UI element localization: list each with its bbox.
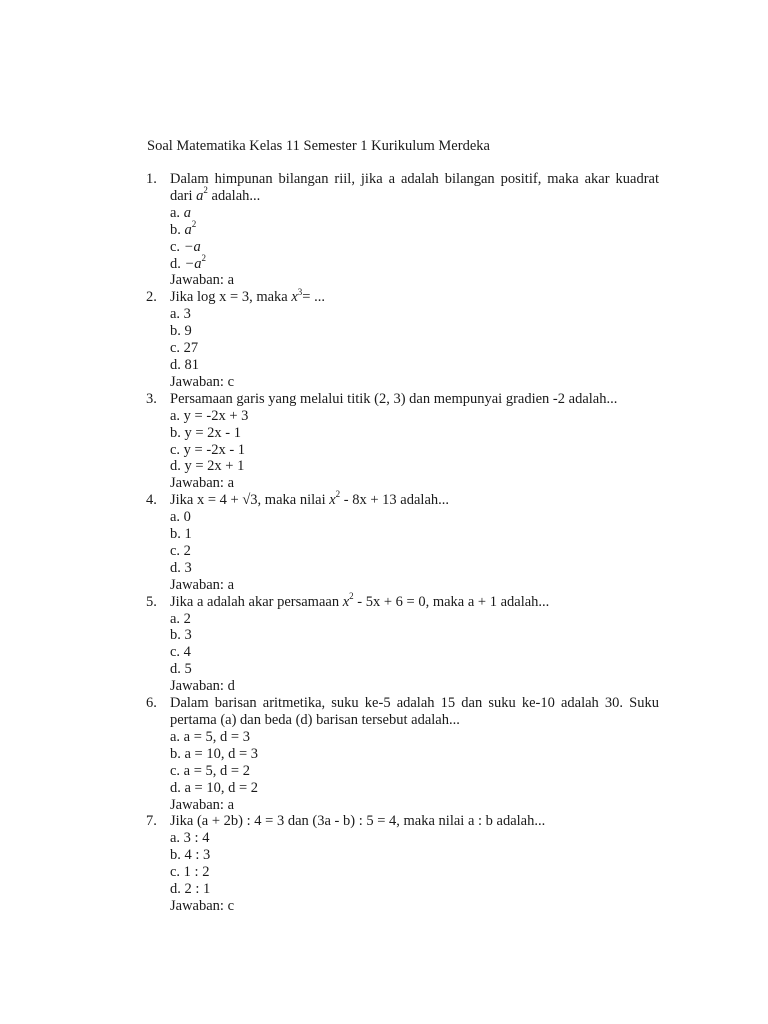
question-2 [146, 286, 659, 390]
question-body [170, 391, 659, 492]
option-label: d. [170, 255, 185, 272]
option-a: a. 0 [170, 509, 191, 526]
option-a [170, 205, 659, 222]
question-number: 3. [146, 390, 157, 407]
stem-text: Jika log x = 3, maka [170, 289, 292, 306]
question-3 [146, 391, 659, 492]
option-label: c. [170, 238, 184, 255]
question-body [170, 813, 659, 914]
math-var: −a [183, 238, 201, 255]
question-stem [170, 171, 659, 205]
math-var: x [291, 289, 298, 306]
answer: Jawaban: a [170, 475, 235, 492]
option-d: d. 3 [170, 559, 192, 576]
question-4 [146, 489, 659, 593]
question-1 [146, 171, 659, 289]
answer: Jawaban: a [170, 576, 235, 593]
question-stem: Dalam barisan aritmetika, suku ke-5 adalah 15 dan suku ke-10 adalah 30. Suku pertama (a) dan beda (d) barisan tersebut adalah... [170, 695, 659, 728]
stem-text: Jika x = 4 + √3, maka nilai [170, 492, 330, 509]
question-6 [146, 695, 659, 813]
answer: Jawaban: a [170, 796, 235, 813]
option-d: d. 5 [170, 661, 192, 678]
stem-text: Dalam himpunan bilangan riil, jika a adalah bilangan positif, maka akar kuadrat dari [170, 171, 659, 204]
option-d: d. 2 : 1 [170, 881, 211, 898]
math-exponent: 2 [191, 218, 197, 229]
question-number: 6. [146, 695, 157, 712]
option-b: b. 9 [170, 323, 192, 340]
question-number: 5. [146, 593, 157, 610]
math-exponent: 2 [349, 590, 354, 601]
question-number: 2. [146, 289, 157, 306]
question-stem [170, 286, 659, 306]
question-number: 7. [146, 813, 157, 830]
option-d: d. y = 2x + 1 [170, 458, 245, 475]
math-var: a [183, 204, 191, 221]
option-c: c. 2 [170, 542, 191, 559]
answer: Jawaban: c [170, 897, 235, 914]
stem-text: = ... [302, 289, 325, 306]
stem-text: adalah... [207, 187, 261, 204]
option-a: a. 3 : 4 [170, 830, 210, 847]
option-b: b. 1 [170, 526, 192, 543]
option-b: b. y = 2x - 1 [170, 424, 242, 441]
option-b: b. 4 : 3 [170, 847, 211, 864]
question-stem [170, 590, 659, 611]
math-exponent: 3 [297, 286, 303, 297]
option-a: a. a = 5, d = 3 [170, 728, 250, 745]
option-c [170, 239, 659, 256]
option-c: c. y = -2x - 1 [170, 441, 246, 458]
answer: Jawaban: c [170, 373, 235, 390]
option-label: a. [170, 204, 184, 221]
math-var: a [184, 221, 192, 238]
math-var: x [329, 492, 336, 509]
math-exponent: 2 [201, 252, 207, 263]
question-stem: Persamaan garis yang melalui titik (2, 3) dan mempunyai gradien -2 adalah... [170, 390, 618, 407]
question-body [170, 489, 659, 593]
option-a: a. y = -2x + 3 [170, 407, 249, 424]
stem-text: - 5x + 6 = 0, maka a + 1 adalah... [353, 593, 550, 610]
option-a: a. 3 [170, 306, 191, 323]
answer: Jawaban: d [170, 678, 235, 695]
option-d: d. a = 10, d = 2 [170, 779, 259, 796]
math-var: −a [184, 255, 202, 272]
option-label: b. [170, 221, 185, 238]
question-list [146, 171, 659, 915]
option-b [170, 218, 659, 239]
math-exponent: 2 [203, 185, 208, 196]
question-number: 1. [146, 171, 157, 187]
option-a: a. 2 [170, 610, 191, 627]
question-5 [146, 590, 659, 695]
answer: Jawaban: a [170, 272, 235, 289]
option-b: b. a = 10, d = 3 [170, 745, 259, 762]
stem-text: Jika a adalah akar persamaan [170, 593, 343, 610]
option-d: d. 81 [170, 356, 199, 373]
math-exponent: 2 [335, 489, 341, 500]
question-body [170, 695, 659, 813]
question-stem [170, 489, 659, 509]
question-body [170, 590, 659, 695]
question-body [170, 286, 659, 390]
question-7 [146, 813, 659, 914]
question-body [170, 171, 659, 289]
option-c: c. 1 : 2 [170, 864, 210, 881]
option-c: c. 4 [170, 644, 191, 661]
option-c: c. a = 5, d = 2 [170, 762, 250, 779]
stem-text: - 8x + 13 adalah... [340, 492, 449, 509]
page-title: Soal Matematika Kelas 11 Semester 1 Kurikulum Merdeka [147, 138, 490, 154]
question-number: 4. [146, 492, 157, 509]
math-var: a [196, 187, 204, 204]
option-d [170, 252, 659, 273]
question-stem: Jika (a + 2b) : 4 = 3 dan (3a - b) : 5 = 4, maka nilai a : b adalah... [170, 813, 546, 830]
option-c: c. 27 [170, 340, 199, 357]
math-var: x [342, 593, 350, 610]
option-b: b. 3 [170, 627, 192, 644]
